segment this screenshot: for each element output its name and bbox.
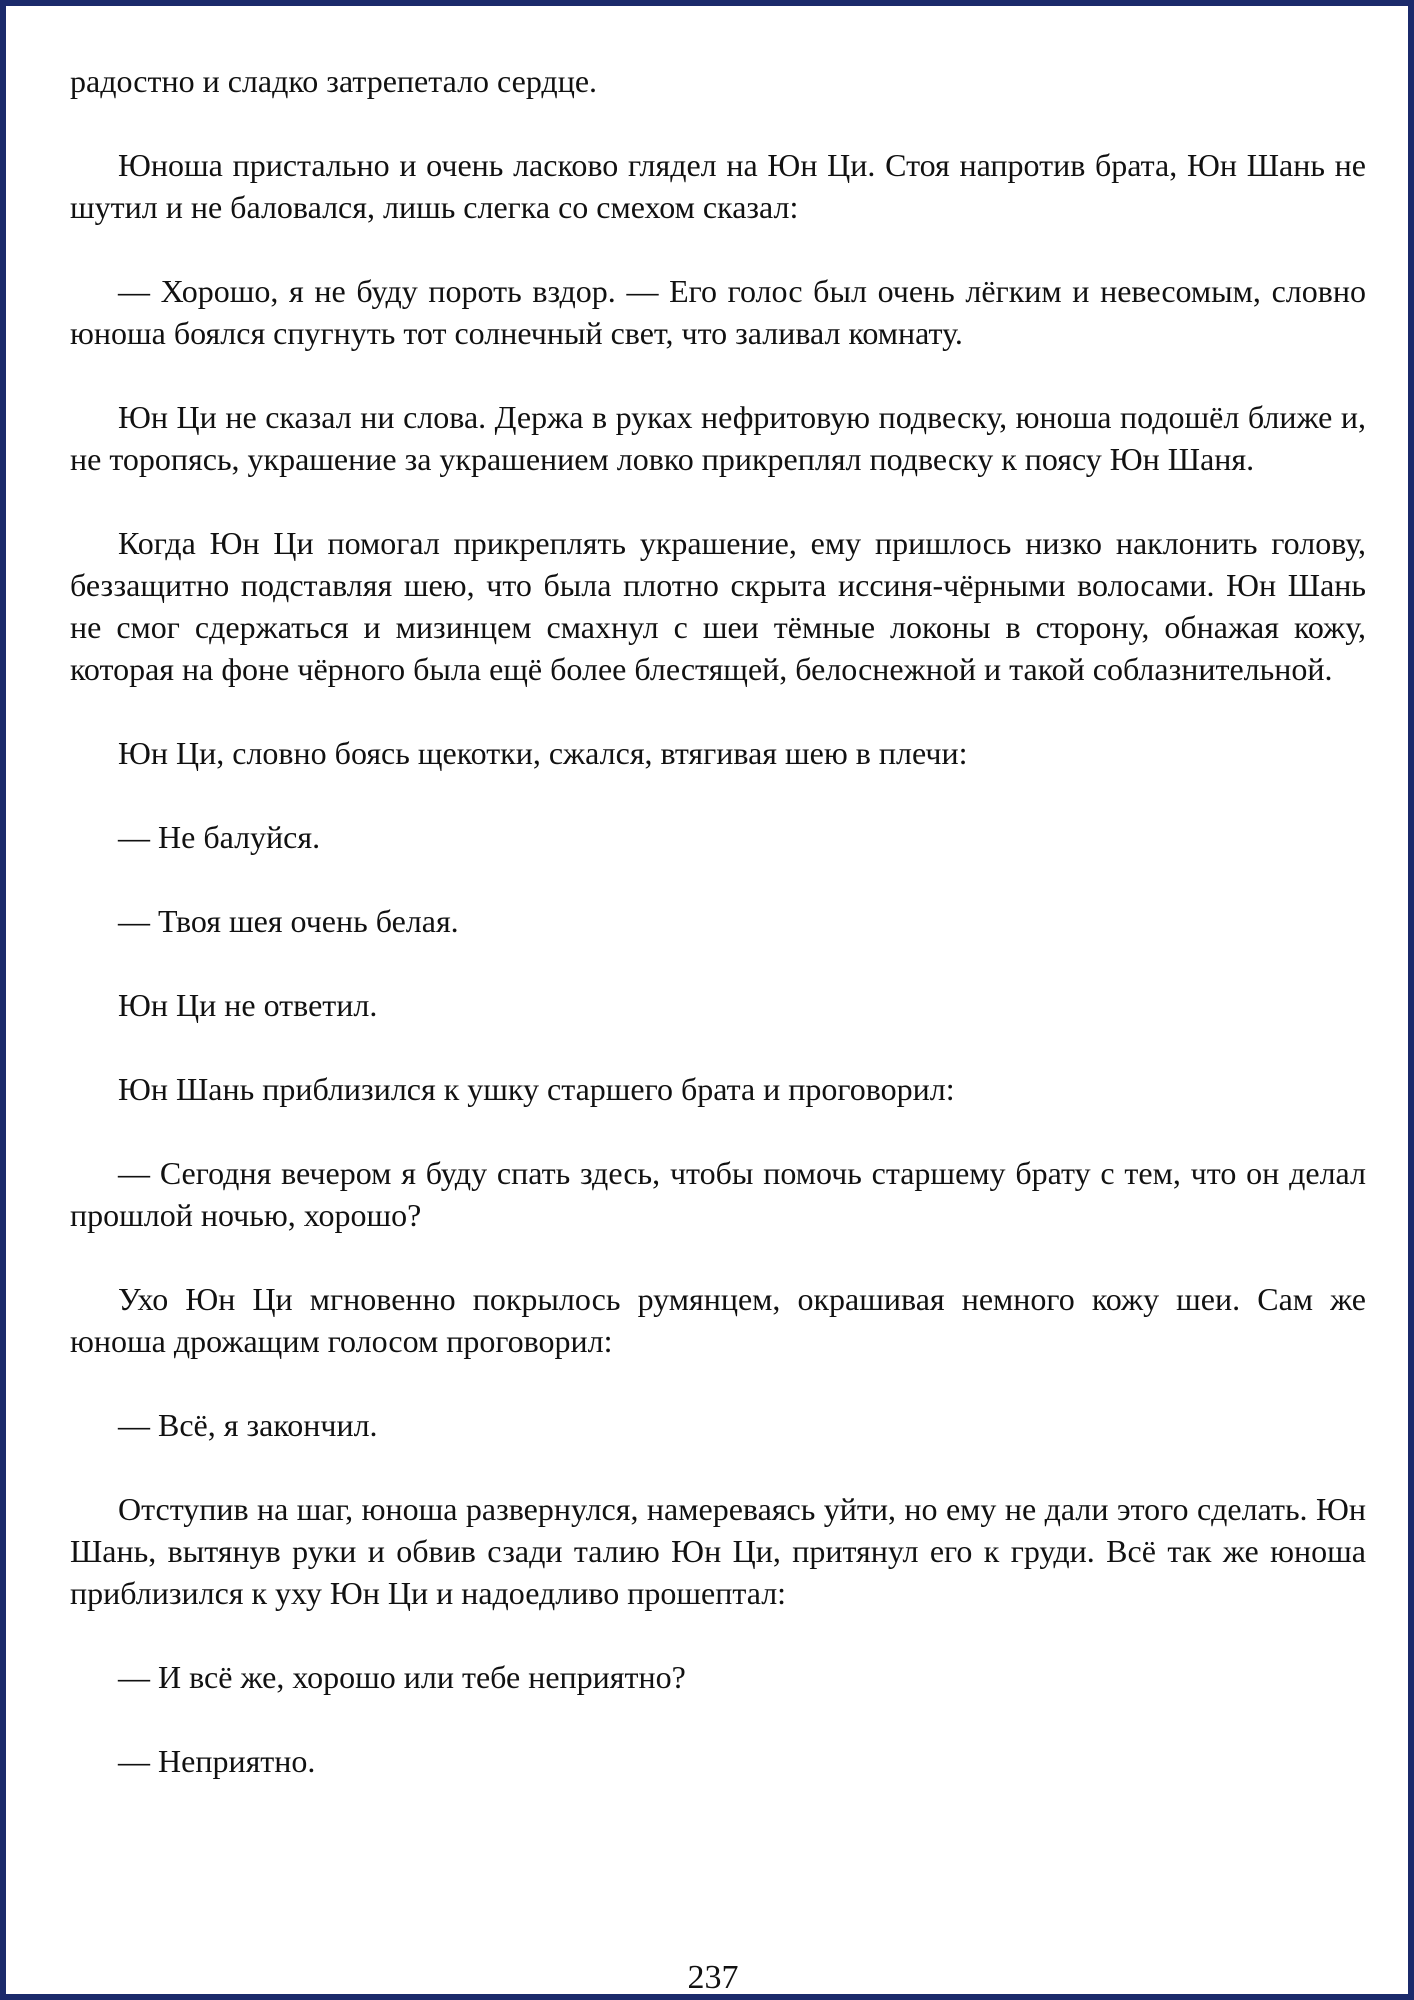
paragraph: Когда Юн Ци помогал прикреплять украшение, ему пришлось низко наклонить голову, беззащитно подставляя шею, что была плотно скрыта иссиня-чёрными волосами. Юн Шань не смог сдержаться и мизинцем смахнул с шеи тёмные локоны в сторону, обнажая кожу, которая на фоне чёрного была ещё более блестящей, белоснежной и такой соблазнительной.: [70, 525, 1366, 687]
paragraph: Ухо Юн Ци мгновенно покрылось румянцем, окрашивая немного кожу шеи. Сам же юноша дрожащим голосом проговорил:: [70, 1281, 1366, 1359]
page-number: 237: [687, 1959, 739, 1996]
dialogue-line: — Всё, я закончил.: [118, 1407, 378, 1443]
dialogue-line: — Не балуйся.: [118, 819, 321, 855]
dialogue-line: — Твоя шея очень белая.: [118, 903, 459, 939]
paragraph: Отступив на шаг, юноша развернулся, намереваясь уйти, но ему не дали этого сделать. Юн Шань, вытянув руки и обвив сзади талию Юн Ци, притянул его к груди. Всё так же юноша приблизился к уху Юн Ци и надоедливо прошептал:: [70, 1491, 1366, 1611]
paragraph: радостно и сладко затрепетало сердце.: [70, 63, 598, 99]
dialogue-line: — Сегодня вечером я буду спать здесь, чтобы помочь старшему брату с тем, что он делал прошлой ночью, хорошо?: [70, 1155, 1366, 1233]
paragraph: Юн Ци, словно боясь щекотки, сжался, втягивая шею в плечи:: [118, 735, 968, 771]
paragraph: Юн Ци не сказал ни слова. Держа в руках нефритовую подвеску, юноша подошёл ближе и, не торопясь, украшение за украшением ловко прикреплял подвеску к поясу Юн Шаня.: [70, 399, 1366, 477]
paragraph: Юноша пристально и очень ласково глядел на Юн Ци. Стоя напротив брата, Юн Шань не шутил и не баловался, лишь слегка со смехом сказал:: [70, 147, 1366, 225]
paragraph: Юн Шань приблизился к ушку старшего брата и проговорил:: [118, 1071, 955, 1107]
dialogue-line: — Неприятно.: [118, 1743, 316, 1779]
dialogue-line: — И всё же, хорошо или тебе неприятно?: [118, 1659, 686, 1695]
paragraph: Юн Ци не ответил.: [118, 987, 378, 1023]
paragraph: — Хорошо, я не буду пороть вздор. — Его голос был очень лёгким и невесомым, словно юноша боялся спугнуть тот солнечный свет, что заливал комнату.: [70, 273, 1366, 351]
page-text: [70, 60, 1366, 1824]
